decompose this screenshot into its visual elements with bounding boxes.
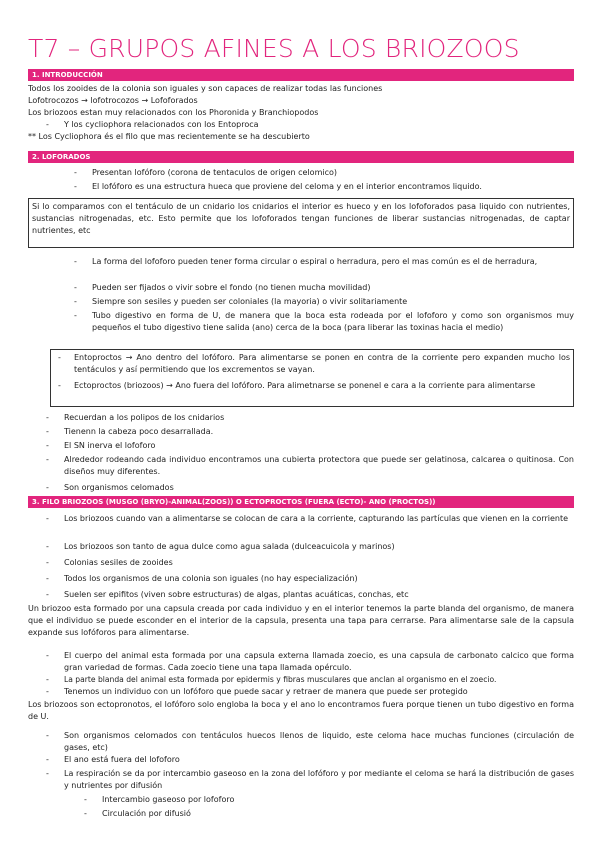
bullet-dash: -	[74, 311, 77, 320]
bullet-text: Son organismos celomados con tentáculos huecos llenos de liquido, este celoma hace muchas funciones (circulación de gases, etc)	[64, 731, 574, 752]
bullet-dash: -	[46, 755, 49, 764]
bullet-text: La parte blanda del animal esta formada por epidermis y fibras musculares que anclan al organismo en el zoecio.	[64, 675, 497, 684]
bullet-dash: -	[46, 427, 49, 436]
bullet-dash: -	[46, 542, 49, 551]
bullet-text: La forma del lofoforo pueden tener forma circular o espiral o herradura, pero el mas común es el de herradura,	[92, 257, 538, 266]
bullet-dash: -	[74, 257, 77, 266]
bullet-text: Presentan lofóforo (corona de tentaculos de origen celomico)	[92, 168, 337, 177]
bullet-text: La respiración se da por intercambio gaseoso en la zona del lofóforo y por mediante el celoma se hará la distribución de gases y nutrientes por difusión	[64, 769, 574, 790]
bullet-dash: -	[74, 297, 77, 306]
bullet-dash: -	[58, 353, 61, 362]
bullet-dash: -	[46, 455, 49, 464]
bullet-dash: -	[46, 558, 49, 567]
bullet-text: Tubo digestivo en forma de U, de manera que la boca esta rodeada por el lofoforo y como son organismos muy pequeños el tubo digestivo tiene salida (ano) cerca de la boca (para liberar las toxinas hacia el medio)	[92, 311, 574, 332]
bullet-dash: -	[58, 381, 61, 390]
bullet-text: Los briozoos son tanto de agua dulce como agua salada (dulceacuicola y marinos)	[64, 542, 395, 551]
bullet-text: El SN inerva el lofoforo	[64, 441, 156, 450]
bullet-dash: -	[74, 168, 77, 177]
bullet-dash: -	[74, 283, 77, 292]
note-box-text: Ectoproctos (briozoos) → Ano fuera del lofóforo. Para alimetnarse se ponenel e cara a la corriente para alimentarse	[74, 381, 536, 390]
bullet-dash: -	[46, 441, 49, 450]
bullet-dash: -	[46, 574, 49, 583]
section-header-introduccion: 1. INTRODUCCIÓN	[28, 69, 574, 81]
paragraph: Un briozoo esta formado por una capsula creada por cada individuo y en el interior tenemos la parte blanda del organismo, de manera que el individuo se puede esconder en el interior de la capsula, presenta una tapa para cerrarse. Para alimentarse sale de la capsula expande sus lofóforos para alimentarse.	[28, 604, 574, 637]
bullet-text: Tienenn la cabeza poco desarrallada.	[64, 427, 214, 436]
bullet-dash: -	[46, 769, 49, 778]
intro-line: ** Los Cycliophora és el filo que mas recientemente se ha descubierto	[28, 132, 310, 141]
bullet-text: Los briozoos cuando van a alimentarse se colocan de cara a la corriente, capturando las partículas que vienen en la corriente	[64, 514, 569, 523]
bullet-text: Suelen ser epifitos (viven sobre estructuras) de algas, plantas acuáticas, conchas, etc	[64, 590, 409, 599]
bullet-text: Alrededor rodeando cada individuo encontramos una cubierta protectora que puede ser gelatinosa, calcarea o quitinosa. Con diseños muy diferentes.	[64, 455, 574, 476]
bullet-text: El cuerpo del animal esta formada por una capsula externa llamada zoecio, es una capsula de carbonato calcico que forma gran variedad de formas. Cada zoecio tiene una tapa llamada opérculo.	[64, 651, 574, 672]
intro-line: Todos los zooides de la colonia son iguales y son capaces de realizar todas las funciones	[28, 84, 383, 93]
bullet-text: Siempre son sesiles y pueden ser coloniales (la mayoria) o vivir solitariamente	[92, 297, 408, 306]
bullet-dash: -	[84, 809, 87, 818]
sub-bullet-text: Intercambio gaseoso por lofoforo	[102, 795, 235, 804]
bullet-dash: -	[46, 731, 49, 740]
paragraph: Los briozoos son ectopronotos, el lofóforo solo engloba la boca y el ano lo encontramos fuera porque tienen un tubo digestivo en forma de U.	[28, 700, 574, 721]
bullet-text: El lofóforo es una estructura hueca que proviene del celoma y en el interior encontramos liquido.	[92, 182, 482, 191]
section-header-filo-briozoos: 3. FILO BRIOZOOS (MUSGO (BRYO)-ANIMAL(ZOOS)) O ECTOPROCTOS (FUERA (ECTO)- ANO (PROCTOS))	[28, 496, 574, 508]
note-box-text: Si lo comparamos con el tentáculo de un cnidario los cnidarios el interior es hueco y en los lofoforados pasa liquido con nutrientes, sustancias nitrogenadas, etc. Esto permite que los lofoforados tengan funciones de liberar sustancias nitrogenadas, de captar nutrientes, etc	[32, 202, 570, 235]
bullet-text: Tenemos un individuo con un lofóforo que puede sacar y retraer de manera que puede ser protegido	[64, 687, 468, 696]
bullet-dash: -	[84, 795, 87, 804]
intro-line: Y los cycliophora relacionados con los Entoproca	[64, 120, 259, 129]
bullet-text: Pueden ser fijados o vivir sobre el fondo (no tienen mucha movilidad)	[92, 283, 371, 292]
note-box-text: Entoproctos → Ano dentro del lofóforo. Para alimentarse se ponen en contra de la corriente pero expanden mucho los tentáculos y así permitiendo que los excrementos se vayan.	[74, 353, 570, 374]
bullet-text: El ano está fuera del lofoforo	[64, 755, 180, 764]
bullet-dash: -	[46, 413, 49, 422]
intro-line: Lofotrocozos → lofotrocozos → Lofoforados	[28, 96, 198, 105]
bullet-text: Son organismos celomados	[64, 483, 174, 492]
section-header-loforados: 2. LOFORADOS	[28, 151, 574, 163]
sub-bullet-text: Circulación por difusió	[102, 809, 191, 818]
bullet-text: Recuerdan a los polipos de los cnidarios	[64, 413, 225, 422]
bullet-dash: -	[46, 687, 49, 696]
bullet-dash: -	[46, 590, 49, 599]
page-title: T7 – GRUPOS AFINES A LOS BRIOZOOS	[28, 34, 520, 63]
bullet-dash: -	[74, 182, 77, 191]
bullet-text: Colonias sesiles de zooides	[64, 558, 173, 567]
intro-line: Los briozoos estan muy relacionados con los Phoronida y Branchiopodos	[28, 108, 319, 117]
bullet-dash: -	[46, 483, 49, 492]
bullet-dash: -	[46, 120, 49, 129]
bullet-dash: -	[46, 675, 49, 684]
bullet-text: Todos los organismos de una colonia son iguales (no hay especialización)	[64, 574, 358, 583]
bullet-dash: -	[46, 514, 49, 523]
bullet-dash: -	[46, 651, 49, 660]
